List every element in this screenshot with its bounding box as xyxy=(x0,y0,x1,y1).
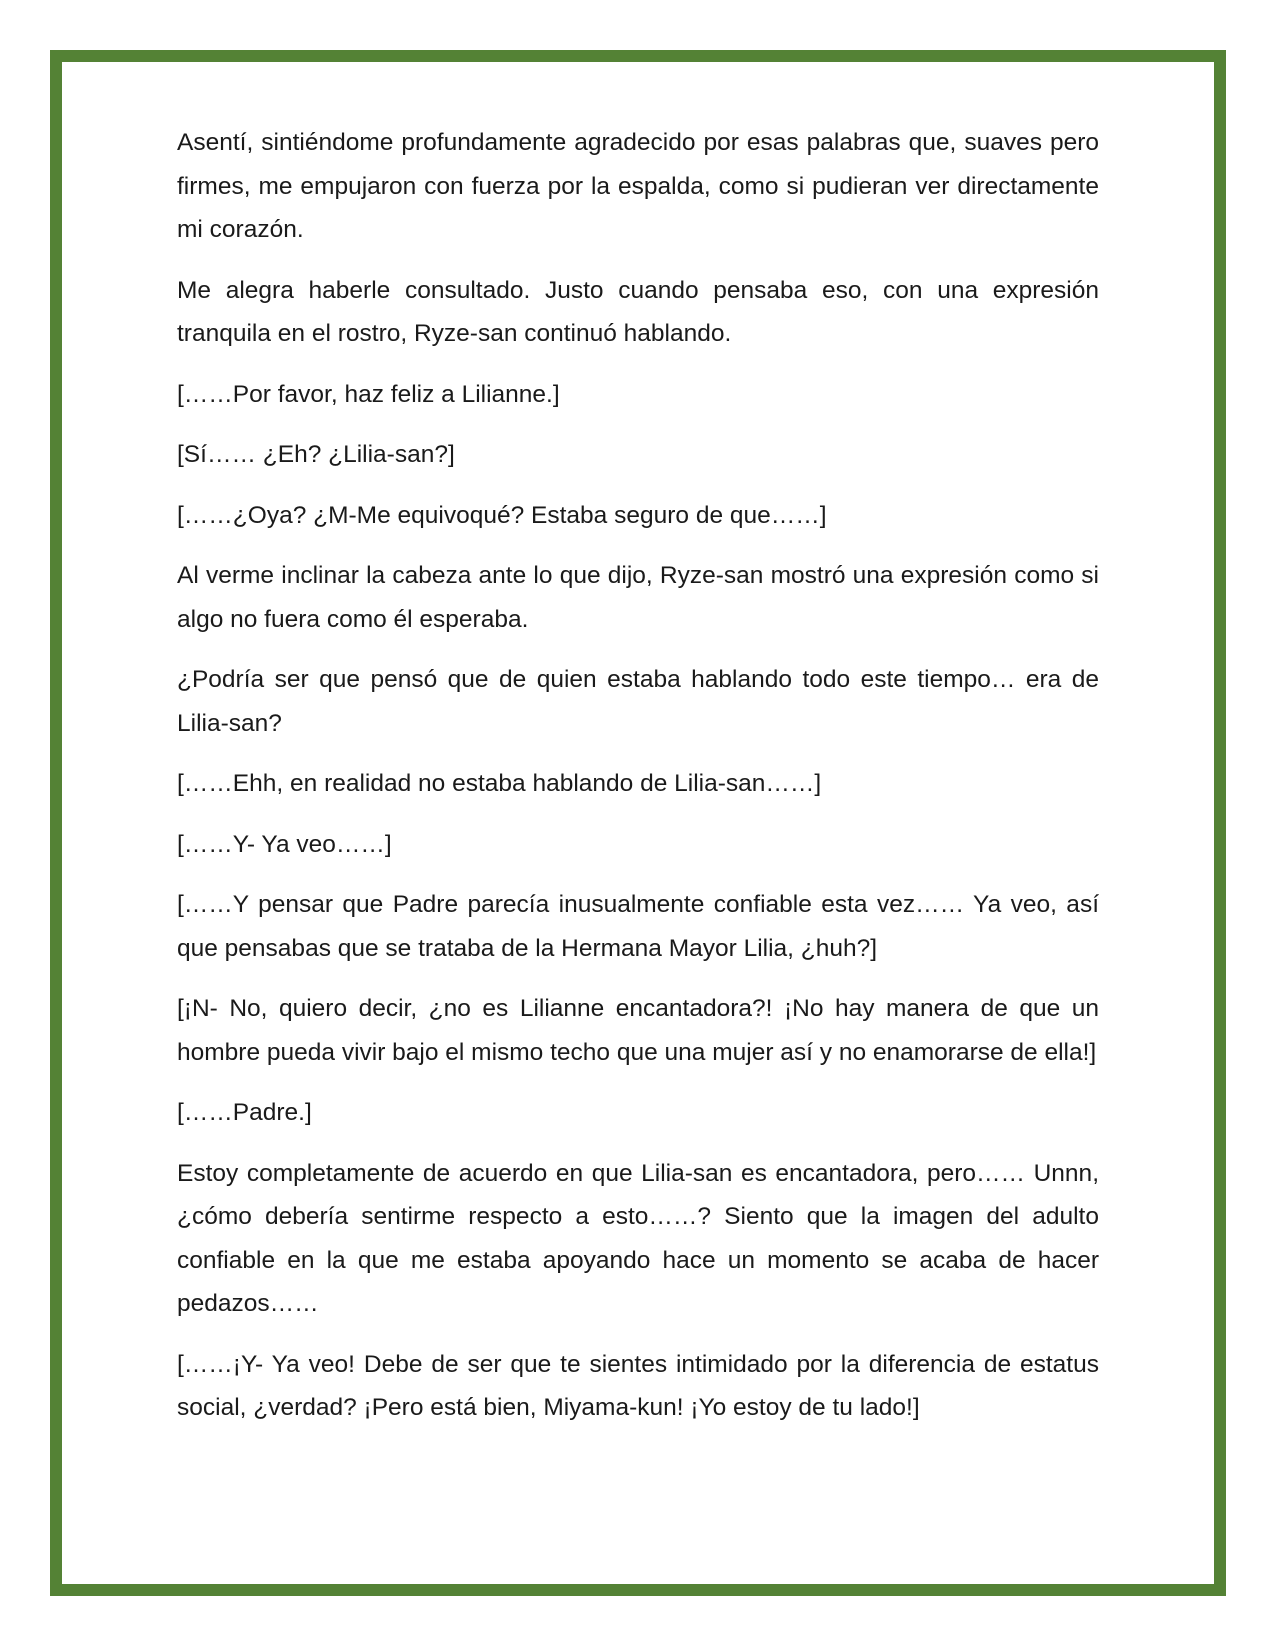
paragraph: Asentí, sintiéndome profundamente agradecido por esas palabras que, suaves pero firmes, me empujaron con fuerza por la espalda, como si pudieran ver directamente mi corazón. xyxy=(177,129,1099,243)
document-body xyxy=(177,121,1099,1447)
dialogue-line: [Sí…… ¿Eh? ¿Lilia-san?] xyxy=(177,441,455,468)
dialogue-line: [……Por favor, haz feliz a Lilianne.] xyxy=(177,380,560,408)
dialogue-line: [……Padre.] xyxy=(177,1099,312,1126)
paragraph: Estoy completamente de acuerdo en que Lilia-san es encantadora, pero…… Unnn, ¿cómo debería sentirme respecto a esto……? Siento que la imagen del adulto confiable en la que me estaba apoyando hace un momento se acaba de hacer pedazos…… xyxy=(177,1159,1099,1317)
dialogue-line: [……¡Y- Ya veo! Debe de ser que te sientes intimidado por la diferencia de estatus social, ¿verdad? ¡Pero está bien, Miyama-kun! ¡Yo estoy de tu lado!] xyxy=(177,1350,1099,1421)
paragraph: Me alegra haberle consultado. Justo cuando pensaba eso, con una expresión tranquila en el rostro, Ryze-san continuó hablando. xyxy=(177,276,1099,347)
dialogue-line: [……Y- Ya veo……] xyxy=(177,830,392,858)
paragraph: Al verme inclinar la cabeza ante lo que dijo, Ryze-san mostró una expresión como si algo no fuera como él esperaba. xyxy=(177,562,1099,633)
paragraph: ¿Podría ser que pensó que de quien estaba hablando todo este tiempo… era de Lilia-san? xyxy=(177,666,1099,737)
dialogue-line: [¡N- No, quiero decir, ¿no es Lilianne encantadora?! ¡No hay manera de que un hombre pueda vivir bajo el mismo techo que una mujer así y no enamorarse de ella!] xyxy=(177,995,1099,1066)
dialogue-line: [……Ehh, en realidad no estaba hablando de Lilia-san……] xyxy=(177,770,822,797)
dialogue-line: [……¿Oya? ¿M-Me equivoqué? Estaba seguro de que……] xyxy=(177,501,827,529)
dialogue-line: [……Y pensar que Padre parecía inusualmente confiable esta vez…… Ya veo, así que pensabas que se trataba de la Hermana Mayor Lilia, ¿huh?] xyxy=(177,891,1099,962)
